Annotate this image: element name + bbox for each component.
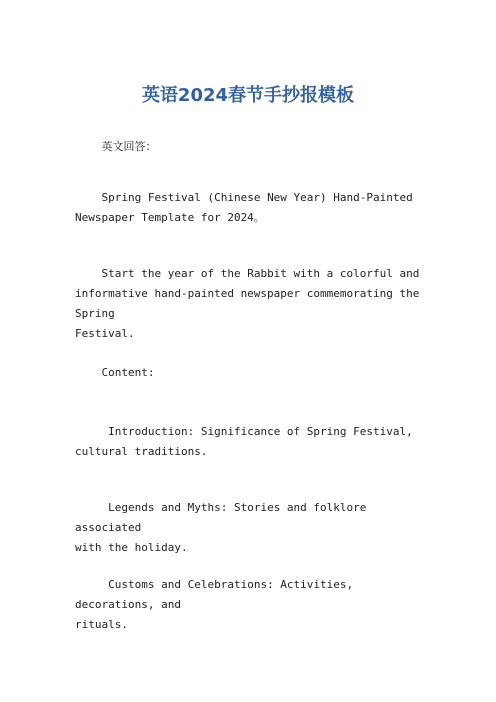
paragraph-customs-item: Customs and Celebrations: Activities, decorations, and rituals. <box>75 578 354 631</box>
document-title: 英语2024春节手抄报模板 <box>141 85 355 106</box>
paragraph-intro: Start the year of the Rabbit with a colorful and informative hand-painted newspaper commemorating the Spring Festival. <box>75 267 420 340</box>
paragraph-content-label: Content: <box>75 366 155 379</box>
paragraph-introduction-item: Introduction: Significance of Spring Festival, cultural traditions. <box>75 425 413 458</box>
paragraph-template-heading: Spring Festival (Chinese New Year) Hand-Painted Newspaper Template for 2024。 <box>75 191 413 224</box>
paragraph-legends-item: Legends and Myths: Stories and folklore associated with the holiday. <box>75 501 367 554</box>
paragraph-answer-label: 英文回答： <box>75 140 157 153</box>
